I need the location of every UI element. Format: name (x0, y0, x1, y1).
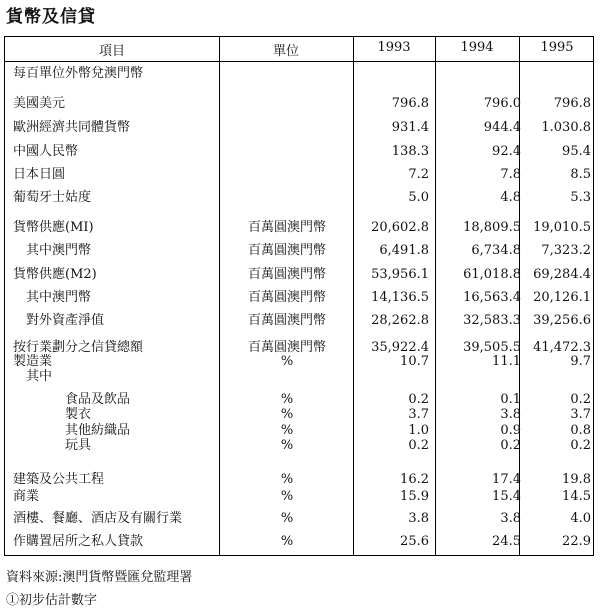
row-unit: 百萬圓澳門幣 (247, 220, 326, 235)
row-label: 歐洲經濟共同體貨幣 (13, 120, 131, 135)
header-year-1995: 1995 (540, 40, 574, 55)
page-title: 貨幣及信貸 (6, 7, 96, 27)
value-1994: 6,734.8 (471, 243, 521, 258)
value-1994: 7.8 (500, 167, 521, 182)
value-1995: 5.3 (570, 190, 591, 205)
table-row (5, 119, 595, 137)
value-1995: 1.030.8 (541, 120, 591, 135)
data-table (4, 36, 594, 556)
value-1994: 17.4 (492, 472, 521, 487)
row-label: 作購置居所之私人貸款 (13, 534, 144, 549)
row-label: 酒樓、餐廳、酒店及有關行業 (13, 511, 183, 526)
value-1993: 931.4 (391, 120, 429, 135)
value-1993: 5.0 (408, 190, 429, 205)
value-1993: 10.7 (400, 354, 429, 369)
value-1993: 7.2 (408, 167, 429, 182)
value-1993: 53,956.1 (371, 267, 429, 282)
value-1994: 16,563.4 (463, 290, 521, 305)
row-label: 葡萄牙士姑度 (13, 190, 92, 205)
row-label: 美國美元 (13, 96, 66, 111)
table-row (5, 368, 595, 386)
row-unit: % (280, 534, 294, 549)
value-1994: 0.9 (500, 423, 521, 438)
value-1993: 796.8 (391, 96, 429, 111)
row-unit: % (280, 423, 294, 438)
footnote: ①初步估計數字 (6, 593, 98, 608)
value-1994: 4.8 (500, 190, 521, 205)
table-row (5, 143, 595, 161)
value-1993: 28,262.8 (371, 313, 429, 328)
table-row (5, 471, 595, 489)
value-1993: 0.2 (408, 392, 429, 407)
table-row (5, 242, 595, 260)
table-row (5, 488, 595, 506)
header-divider (5, 61, 593, 62)
value-1995: 95.4 (562, 144, 591, 159)
table-row (5, 65, 595, 83)
value-1995: 39,256.6 (533, 313, 591, 328)
row-label: 日本日圓 (13, 167, 66, 182)
row-unit: 百萬圓澳門幣 (247, 313, 326, 328)
row-unit: 百萬圓澳門幣 (247, 290, 326, 305)
value-1993: 1.0 (408, 423, 429, 438)
header-year-1994: 1994 (460, 40, 494, 55)
row-unit: % (280, 354, 294, 369)
value-1994: 15.4 (492, 489, 521, 504)
value-1995: 20,126.1 (533, 290, 591, 305)
row-label: 按行業劃分之信貸總額 (13, 340, 144, 355)
table-row (5, 510, 595, 528)
value-1994: 3.8 (500, 407, 521, 422)
value-1995: 3.7 (570, 407, 591, 422)
value-1994: 39,505.5 (463, 340, 521, 355)
row-label: 每百單位外幣兌澳門幣 (13, 66, 144, 81)
value-1993: 25.6 (400, 534, 429, 549)
value-1993: 14,136.5 (371, 290, 429, 305)
value-1995: 0.2 (570, 438, 591, 453)
value-1993: 3.7 (408, 407, 429, 422)
value-1995: 7,323.2 (541, 243, 591, 258)
value-1993: 138.3 (391, 144, 429, 159)
table-row (5, 219, 595, 237)
value-1993: 3.8 (408, 511, 429, 526)
row-label: 建築及公共工程 (13, 472, 105, 487)
header-year-1993: 1993 (377, 40, 411, 55)
value-1994: 11.1 (492, 354, 521, 369)
value-1995: 796.8 (553, 96, 591, 111)
row-unit: 百萬圓澳門幣 (247, 267, 326, 282)
value-1995: 4.0 (570, 511, 591, 526)
value-1993: 0.2 (408, 438, 429, 453)
row-label: 食品及飲品 (65, 392, 131, 407)
table-row (5, 533, 595, 551)
value-1995: 9.7 (570, 354, 591, 369)
row-label: 中國人民幣 (13, 144, 79, 159)
value-1994: 92.4 (492, 144, 521, 159)
value-1993: 6,491.8 (379, 243, 429, 258)
value-1994: 24.5 (492, 534, 521, 549)
value-1994: 0.2 (500, 438, 521, 453)
row-unit: % (280, 511, 294, 526)
row-label: 其中澳門幣 (26, 290, 92, 305)
value-1995: 0.2 (570, 392, 591, 407)
value-1995: 14.5 (562, 489, 591, 504)
row-unit: % (280, 407, 294, 422)
row-label: 其他紡織品 (65, 423, 131, 438)
table-row (5, 289, 595, 307)
value-1995: 8.5 (570, 167, 591, 182)
row-label: 貨幣供應(MI) (13, 220, 94, 235)
value-1995: 22.9 (562, 534, 591, 549)
row-label: 對外資產淨值 (26, 313, 105, 328)
row-label: 其中 (26, 369, 53, 384)
value-1994: 18,809.5 (463, 220, 521, 235)
row-label: 商業 (13, 489, 40, 504)
value-1993: 20,602.8 (371, 220, 429, 235)
value-1995: 0.8 (570, 423, 591, 438)
header-item: 項目 (98, 44, 125, 59)
row-label: 貨幣供應(M2) (13, 267, 97, 282)
source-note: 資料來源:澳門貨幣暨匯兌監理署 (6, 570, 193, 585)
value-1994: 32,583.3 (463, 313, 521, 328)
table-row (5, 266, 595, 284)
row-label: 製造業 (13, 354, 53, 369)
value-1995: 19,010.5 (533, 220, 591, 235)
value-1993: 35,922.4 (371, 340, 429, 355)
table-row (5, 312, 595, 330)
table-row (5, 437, 595, 455)
table-row (5, 189, 595, 207)
row-label: 玩具 (65, 438, 92, 453)
row-unit: % (280, 438, 294, 453)
value-1994: 796.0 (483, 96, 521, 111)
row-label: 其中澳門幣 (26, 243, 92, 258)
row-unit: % (280, 392, 294, 407)
row-unit: 百萬圓澳門幣 (247, 243, 326, 258)
table-row (5, 166, 595, 184)
row-label: 製衣 (65, 407, 92, 422)
value-1995: 41,472.3 (533, 340, 591, 355)
header-unit: 單位 (272, 44, 299, 59)
value-1994: 944.4 (483, 120, 521, 135)
row-unit: 百萬圓澳門幣 (247, 340, 326, 355)
value-1995: 69,284.4 (533, 267, 591, 282)
value-1994: 61,018.8 (463, 267, 521, 282)
value-1995: 19.8 (562, 472, 591, 487)
value-1994: 3.8 (500, 511, 521, 526)
table-row (5, 95, 595, 113)
row-unit: % (280, 489, 294, 504)
value-1994: 0.1 (500, 392, 521, 407)
value-1993: 15.9 (400, 489, 429, 504)
row-unit: % (280, 472, 294, 487)
value-1993: 16.2 (400, 472, 429, 487)
